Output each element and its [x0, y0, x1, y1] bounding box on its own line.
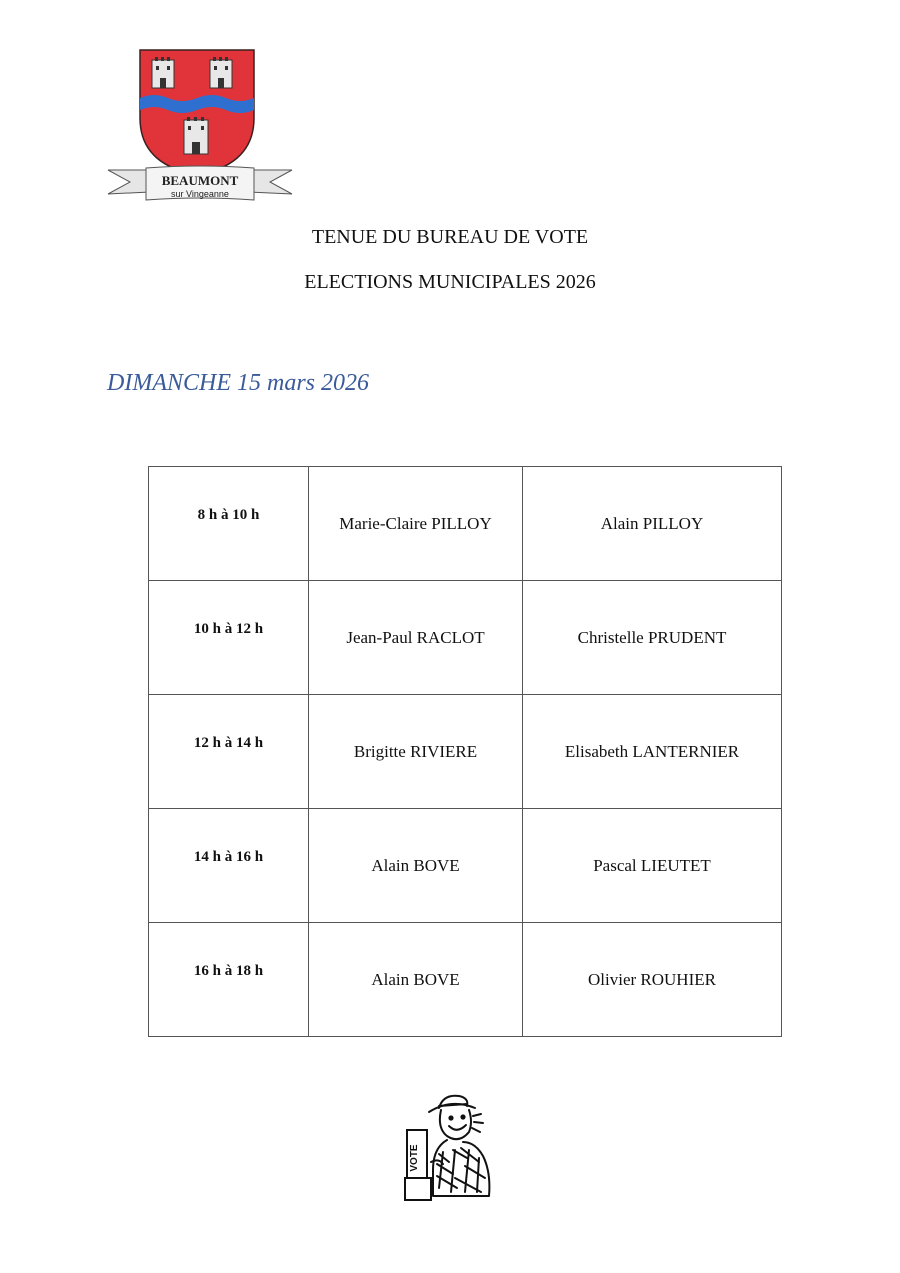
table-row — [149, 467, 782, 581]
assessor-cell — [309, 467, 523, 581]
table-row — [149, 695, 782, 809]
date-heading: DIMANCHE 15 mars 2026 — [107, 370, 369, 396]
document-title: TENUE DU BUREAU DE VOTE — [311, 226, 589, 248]
assessor-name: Alain PILLOY — [600, 514, 704, 533]
assessor-cell — [523, 809, 782, 923]
time-slot-cell — [149, 809, 309, 923]
assessor-cell — [309, 695, 523, 809]
time-slot-label: 16 h à 18 h — [193, 963, 264, 979]
assessor-name: Alain BOVE — [371, 970, 460, 989]
assessor-name: Marie-Claire PILLOY — [339, 514, 492, 533]
ballot-text: VOTE — [409, 1144, 420, 1172]
assessor-name: Jean-Paul RACLOT — [346, 628, 485, 647]
logo-banner-subtext: sur Vingeanne — [171, 189, 229, 199]
assessor-cell — [523, 923, 782, 1037]
table-row — [149, 809, 782, 923]
assessor-cell — [523, 581, 782, 695]
time-slot-cell — [149, 467, 309, 581]
assessor-name: Pascal LIEUTET — [593, 856, 711, 875]
assessor-name: Alain BOVE — [371, 856, 460, 875]
schedule-table — [148, 466, 782, 1037]
voter-illustration-icon — [403, 1092, 495, 1202]
time-slot-label: 8 h à 10 h — [197, 507, 260, 523]
table-row — [149, 923, 782, 1037]
time-slot-cell — [149, 581, 309, 695]
logo-banner-text: BEAUMONT — [161, 173, 239, 188]
time-slot-cell — [149, 695, 309, 809]
assessor-cell — [523, 695, 782, 809]
time-slot-cell — [149, 923, 309, 1037]
assessor-name: Elisabeth LANTERNIER — [564, 742, 740, 761]
assessor-cell — [523, 467, 782, 581]
time-slot-label: 14 h à 16 h — [193, 849, 264, 865]
assessor-name: Christelle PRUDENT — [577, 628, 727, 647]
assessor-cell — [309, 809, 523, 923]
document-subtitle: ELECTIONS MUNICIPALES 2026 — [304, 271, 596, 293]
assessor-name: Brigitte RIVIERE — [353, 742, 478, 761]
time-slot-label: 12 h à 14 h — [193, 735, 264, 751]
time-slot-label: 10 h à 12 h — [193, 621, 264, 637]
coat-of-arms-logo — [106, 46, 294, 206]
assessor-cell — [309, 581, 523, 695]
assessor-cell — [309, 923, 523, 1037]
assessor-name: Olivier ROUHIER — [588, 970, 716, 989]
table-row — [149, 581, 782, 695]
